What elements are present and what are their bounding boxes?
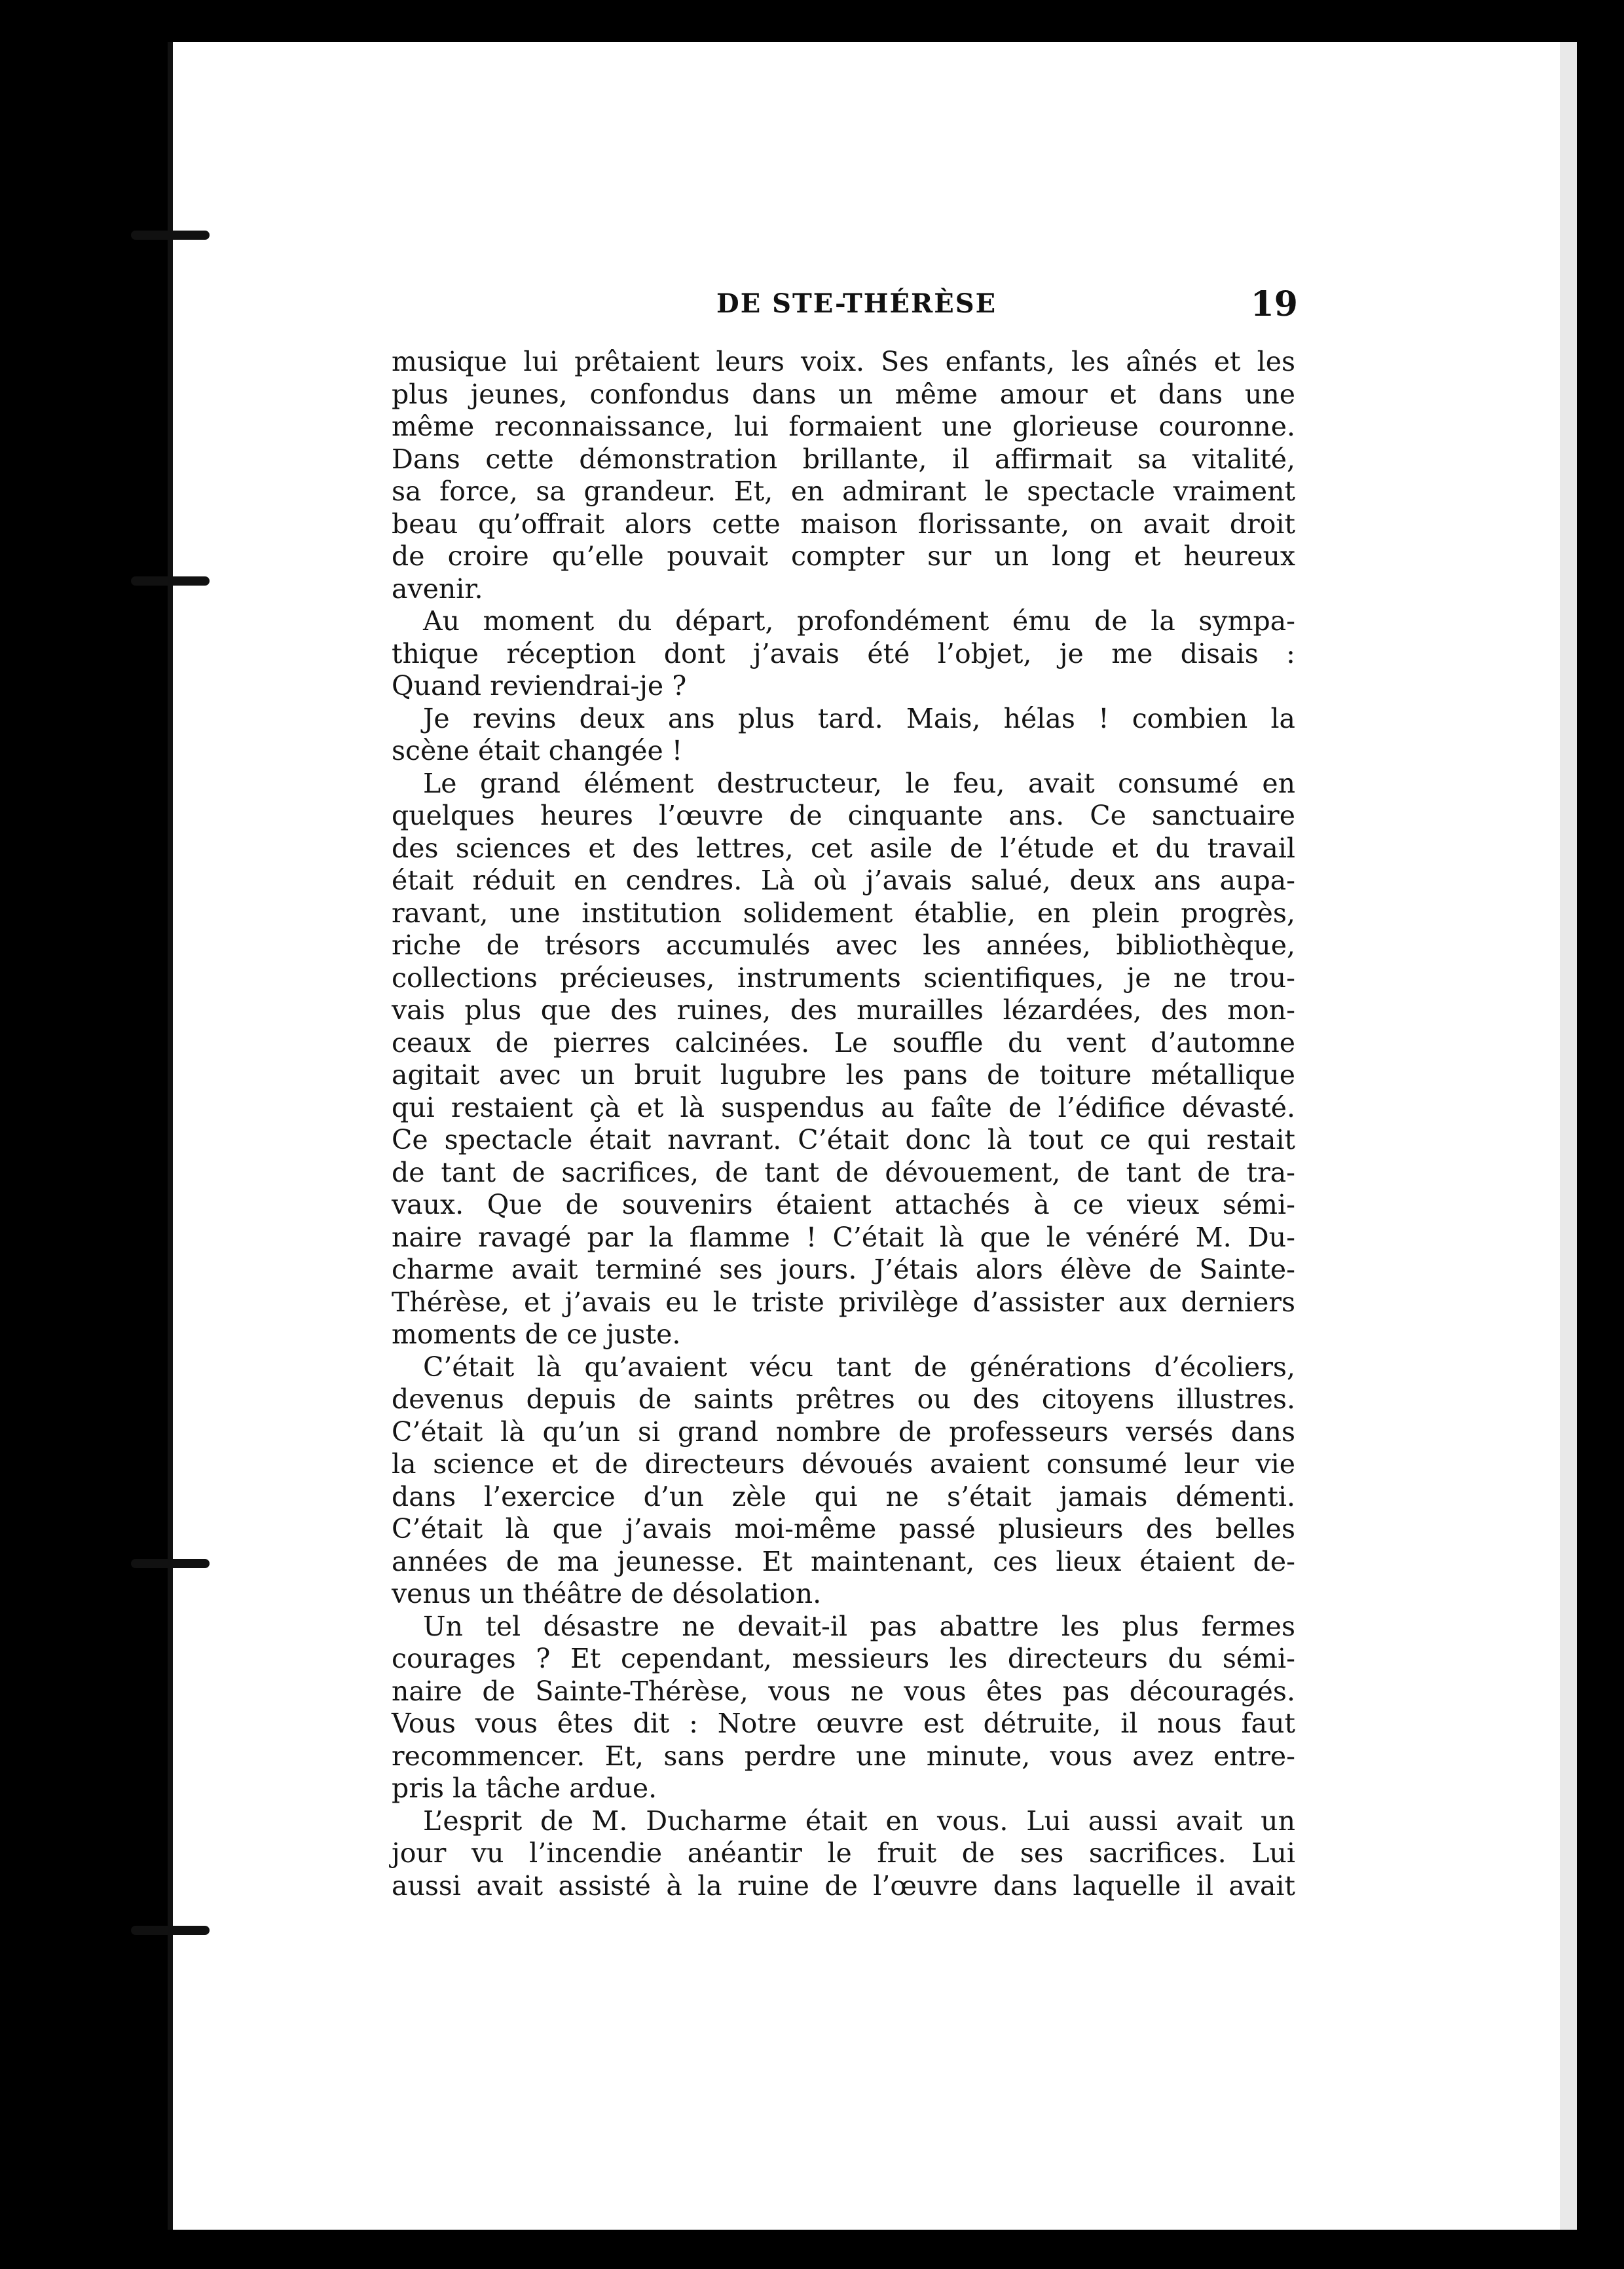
text-line: L’esprit de M. Ducharme était en vous. Lui aussi avait un [423,1805,1295,1837]
text-line: naire de Sainte-Thérèse, vous ne vous êtes pas découragés. [392,1675,1295,1707]
paragraph [392,703,1295,768]
text-line: moments de ce juste. [392,1319,681,1350]
paragraph [392,1805,1295,1903]
text-line: des sciences et des lettres, cet asile de l’étude et du travail [392,832,1295,864]
binding-stitch [131,1559,210,1568]
text-line: Vous vous êtes dit : Notre œuvre est détruite, il nous faut [392,1708,1295,1739]
text-line: Ce spectacle était navrant. C’était donc là tout ce qui restait [392,1124,1295,1155]
text-line: Je revins deux ans plus tard. Mais, hélas ! combien la [423,702,1295,734]
text-line: Quand reviendrai-je ? [392,670,687,702]
text-line: agitait avec un bruit lugubre les pans de toiture métallique [392,1059,1295,1091]
text-line: avenir. [392,572,483,605]
text-line: vais plus que des ruines, des murailles lézardées, des mon- [392,994,1295,1026]
text-line: Un tel désastre ne devait-il pas abattre les plus fermes [423,1610,1295,1642]
paragraph [392,346,1295,605]
page-number: 19 [1250,284,1298,324]
text-line: était réduit en cendres. Là où j’avais salué, deux ans aupa- [392,865,1295,896]
text-line: plus jeunes, confondus dans un même amour et dans une [392,378,1295,410]
scan-page-edge [1560,42,1577,2230]
text-line: C’était là que j’avais moi-même passé plusieurs des belles [392,1513,1295,1545]
text-line: charme avait terminé ses jours. J’étais alors élève de Sainte- [392,1254,1295,1285]
text-line: dans l’exercice d’un zèle qui ne s’était jamais démenti. [392,1480,1295,1512]
text-line: même reconnaissance, lui formaient une glorieuse couronne. [392,411,1295,442]
text-line: collections précieuses, instruments scientifiques, je ne trou- [392,962,1295,994]
text-line: ceaux de pierres calcinées. Le souffle du vent d’automne [392,1026,1295,1059]
paragraph [392,1611,1295,1805]
text-line: aussi avait assisté à la ruine de l’œuvre dans laquelle il avait [392,1869,1295,1902]
text-line: venus un théâtre de désolation. [392,1578,822,1609]
text-line: C’était là qu’un si grand nombre de professeurs versés dans [392,1416,1295,1448]
text-line: recommencer. Et, sans perdre une minute, vous avez entre- [392,1740,1295,1772]
text-line: quelques heures l’œuvre de cinquante ans. Ce sanctuaire [392,800,1295,831]
text-line: Dans cette démonstration brillante, il affirmait sa vitalité, [392,443,1295,475]
text-line: années de ma jeunesse. Et maintenant, ces lieux étaient de- [392,1545,1295,1577]
text-line: la science et de directeurs dévoués avaient consumé leur vie [392,1448,1295,1480]
page-header [716,284,1298,328]
running-head: DE STE-THÉRÈSE [716,288,997,319]
text-line: de tant de sacrifices, de tant de dévouement, de tant de tra- [392,1156,1295,1188]
text-line: musique lui prêtaient leurs voix. Ses enfants, les aînés et les [392,346,1295,377]
binding-stitch [131,231,210,240]
text-line: riche de trésors accumulés avec les années, bibliothèque, [392,929,1295,961]
text-line: qui restaient çà et là suspendus au faîte de l’édifice dévasté. [392,1091,1295,1123]
text-line: Thérèse, et j’avais eu le triste privilège d’assister aux derniers [392,1286,1295,1318]
text-line: devenus depuis de saints prêtres ou des citoyens illustres. [392,1383,1295,1415]
binding-stitch [131,576,210,586]
text-line: vaux. Que de souvenirs étaient attachés à ce vieux sémi- [392,1189,1295,1220]
text-line: jour vu l’incendie anéantir le fruit de ses sacrifices. Lui [392,1837,1295,1869]
text-line: Le grand élément destructeur, le feu, avait consumé en [423,767,1295,799]
text-line: ravant, une institution solidement établie, en plein progrès, [392,897,1295,929]
text-line: Au moment du départ, profondément ému de la sympa- [423,605,1295,637]
text-line: courages ? Et cependant, messieurs les directeurs du sémi- [392,1643,1295,1674]
text-line: beau qu’offrait alors cette maison florissante, on avait droit [392,508,1295,540]
text-line: pris la tâche ardue. [392,1772,657,1804]
text-line: naire ravagé par la flamme ! C’était là que le vénéré M. Du- [392,1221,1295,1253]
text-line: de croire qu’elle pouvait compter sur un long et heureux [392,540,1295,572]
binding-edge [168,42,173,2230]
text-line: thique réception dont j’avais été l’objet, je me disais : [392,637,1295,669]
paragraph [392,605,1295,703]
body-text [392,346,1295,1902]
text-line: sa force, sa grandeur. Et, en admirant le spectacle vraiment [392,476,1295,507]
text-line: C’était là qu’avaient vécu tant de générations d’écoliers, [423,1351,1295,1383]
binding-stitch [131,1926,210,1935]
paragraph [392,768,1295,1351]
paragraph [392,1351,1295,1611]
text-line: scène était changée ! [392,735,683,766]
